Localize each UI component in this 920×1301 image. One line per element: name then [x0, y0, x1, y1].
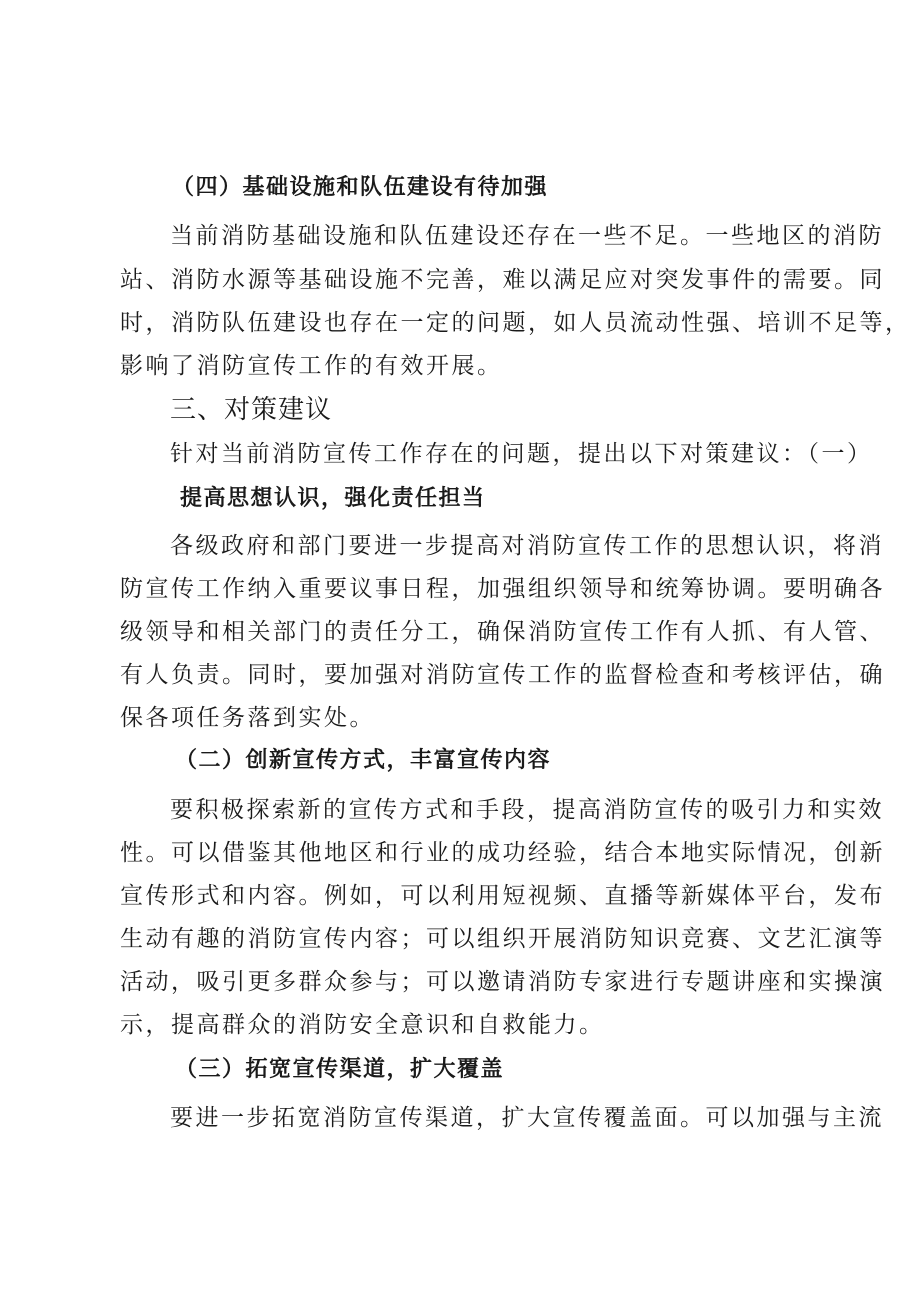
paragraph-line: 生动有趣的消防宣传内容；可以组织开展消防知识竞赛、文艺汇演等: [120, 926, 885, 952]
paragraph-line: 要进一步拓宽消防宣传渠道，扩大宣传覆盖面。可以加强与主流: [170, 1105, 884, 1131]
paragraph-line: 各级政府和部门要进一步提高对消防宣传工作的思想认识，将消: [170, 533, 884, 559]
paragraph-line: 影响了消防宣传工作的有效开展。: [120, 353, 503, 379]
paragraph-line: 活动，吸引更多群众参与；可以邀请消防专家进行专题讲座和实操演: [120, 969, 885, 995]
heading-sub-1: 提高思想认识，强化责任担当: [180, 485, 486, 511]
paragraph-line: 防宣传工作纳入重要议事日程，加强组织领导和统筹协调。要明确各: [120, 576, 885, 602]
heading-sub-3: （三）拓宽宣传渠道，扩大覆盖: [175, 1056, 505, 1082]
paragraph-line: 站、消防水源等基础设施不完善，难以满足应对突发事件的需要。同: [120, 267, 885, 293]
paragraph-line: 有人负责。同时，要加强对消防宣传工作的监督检查和考核评估，确: [120, 662, 885, 688]
paragraph-line: 性。可以借鉴其他地区和行业的成功经验，结合本地实际情况，创新: [120, 840, 885, 866]
heading-section-4: （四）基础设施和队伍建设有待加强: [172, 174, 549, 200]
section-title-3: 三、对策建议: [170, 395, 333, 425]
paragraph-line: 宣传形式和内容。例如，可以利用短视频、直播等新媒体平台，发布: [120, 883, 885, 909]
intro-line: 针对当前消防宣传工作存在的问题，提出以下对策建议：（一）: [170, 441, 873, 467]
paragraph-line: 保各项任务落到实处。: [120, 705, 375, 731]
paragraph-line: 要积极探索新的宣传方式和手段，提高消防宣传的吸引力和实效: [170, 797, 884, 823]
paragraph-line: 示，提高群众的消防安全意识和自救能力。: [120, 1012, 605, 1038]
paragraph-line: 时，消防队伍建设也存在一定的问题，如人员流动性强、培训不足等，: [120, 310, 911, 336]
paragraph-line: 当前消防基础设施和队伍建设还存在一些不足。一些地区的消防: [170, 223, 884, 249]
paragraph-line: 级领导和相关部门的责任分工，确保消防宣传工作有人抓、有人管、: [120, 619, 885, 645]
heading-sub-2: （二）创新宣传方式，丰富宣传内容: [175, 747, 552, 773]
